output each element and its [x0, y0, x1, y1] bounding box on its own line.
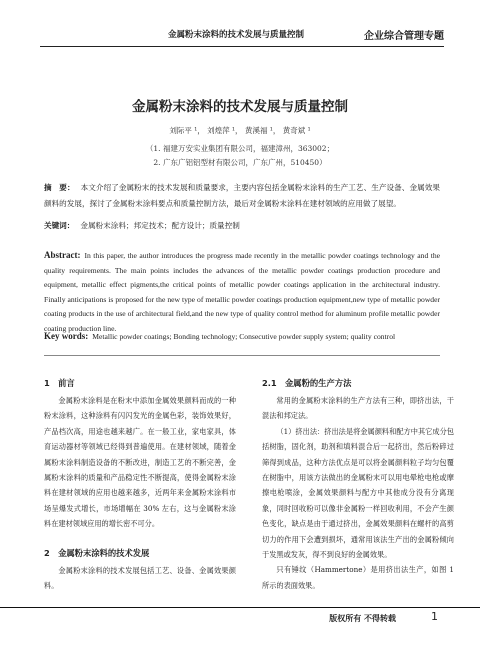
page-number: 1 [431, 610, 438, 623]
running-header-left: 金属粉末涂料的技术发展与质量控制 [168, 30, 305, 40]
hammertone-paragraph: 只有锤纹（Hammertone）是用挤出法生产，如图 1 所示的表面效果。 [262, 565, 454, 590]
abstract-en-text: In this paper, the author introduces the progress made recently in the metallic powder coatings technology and the quality requirements. The main points includes the advances of the metallic powder coatings production procedure and equipment, metallic effect pigments,the critical points of metallic powder coatings application in the architectural industry. Finally anticipations is proposed for the new type of metallic powder coatings production equipment,new type of metallic powder coating products in the use of architectural field,and the new type of quality control method for aluminum profile metallic powder coating production line. [44, 251, 440, 333]
keywords-en-label: Key words: [44, 331, 89, 341]
abstract-en-label: Abstract: [44, 250, 81, 260]
running-header-right: 企业综合管理专题 [364, 31, 444, 42]
abstract-cn-text: 本文介绍了金属粉末的技术发展和质量要求，主要内容包括金属粉末涂料的生产工艺、生产设备、金属效果颜料的发展，探讨了金属粉末涂料要点和质量控制方法，最后对金属粉末涂料在建材领域的应用做了展望。 [44, 183, 440, 208]
copyright-notice: 版权所有 不得转载 [329, 613, 396, 623]
section-2-1-heading: 2.1 金属粉的生产方法 [262, 378, 352, 388]
section-2-text: 金属粉末涂料的技术发展包括工艺、设备、金属效果颜料。 [44, 565, 236, 591]
section-2-1-text: 常用的金属粉末涂料的生产方法有三种，即挤出法，干混法和邦定法。 [262, 396, 454, 421]
keywords-en-text: Metallic powder coatings; Bonding technology; Consecutive powder supply system; quality control [92, 332, 396, 341]
header-divider [40, 46, 444, 47]
keywords-cn-text: 金属粉末涂料；邦定技术；配方设计；质量控制 [80, 221, 240, 230]
footer-divider [0, 607, 480, 608]
keywords-en [44, 331, 440, 341]
extrusion-paragraph: （1）挤出法：挤出法是将金属颜料和配方中其它成分包括树脂，固化剂，助剂和填料混合后一起挤出，然后粉碎过筛得到成品，这种方法优点是可以将金属颜料粒子均匀包覆在树脂中，用该方法做出的金属粉末可以用电晕枪电枪或摩擦电枪喷涂，金属效果颜料与配方中其他成分没有分离现象，同时回收粉可以像非金属粉一样回收利用，不会产生颜色变化，缺点是由于通过挤出，金属效果颜料在螺杆的高剪切力的作用下会遭到损坏，通常用该法生产出的金属粉倾向于发黑或发灰，得不到良好的金属效果。 [262, 426, 454, 560]
left-column [44, 375, 236, 593]
abstract-cn-label: 摘 要： [44, 183, 75, 192]
keywords-cn-label: 关键词： [44, 221, 75, 230]
abstract-en [44, 248, 440, 337]
author-list: 刘际平 ¹， 刘煌萍 ¹， 黄溪福 ¹， 黄奇斌 ¹ [169, 126, 311, 135]
affiliation-2: 2. 广东广铝铝型材有限公司，广东广州，510450） [153, 158, 327, 167]
abstract-cn [44, 180, 440, 211]
article-title: 金属粉末涂料的技术发展与质量控制 [132, 99, 348, 115]
section-1-text: 金属粉末涂料是在粉末中添加金属效果颜料而成的一种粉末涂料，这种涂料有闪闪发光的金属色彩，装饰效果好，产品档次高，用途也越来越广。在一般工业，家电家具，体育运动器材等领域已经得到普遍使用。在建材领域，随着金属粉末涂料制造设备的不断改进，制造工艺的不断完善，金属粉末涂料的质量和产品稳定性不断提高，使得金属粉末涂料在建材领域的应用也越来越多，近两年来金属粉末涂料市场呈爆发式增长，市场增幅在 30% 左右，这与金属粉末涂料在建材领域应用的增长密不可分。 [44, 396, 236, 529]
keywords-cn [44, 220, 440, 231]
right-column [262, 375, 454, 593]
section-2-heading: 2 金属粉末涂料的技术发展 [44, 547, 150, 558]
section-1-heading: 1 前言 [44, 378, 75, 388]
abstract-divider [44, 355, 440, 356]
affiliation-1: （1. 福建万安实业集团有限公司，福建漳州，363002； [145, 144, 335, 153]
